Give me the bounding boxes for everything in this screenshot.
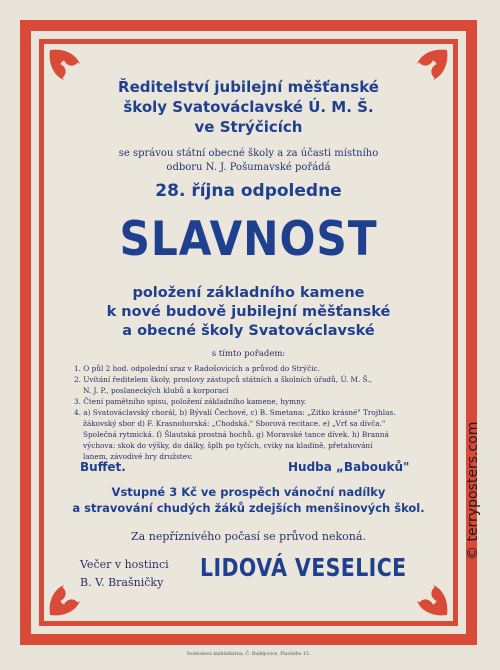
evening-venue-line-2: B. V. Brašničky xyxy=(80,576,164,589)
bad-weather-note: Za nepříznivého počasí se průvod nekoná. xyxy=(131,530,366,543)
buffet-label: Buffet. xyxy=(80,460,126,474)
event-date: 28. října odpoledne xyxy=(155,181,342,201)
main-title: SLAVNOST xyxy=(119,212,378,267)
organizer-line-2: odboru N. J. Pošumavské pořádá xyxy=(166,162,331,173)
watermark: © terryposters.com xyxy=(465,421,481,560)
party-title: LIDOVÁ VESELICE xyxy=(200,553,407,582)
program-item: 3. Čtení pamětního spisu, položení základního kamene, hymny. xyxy=(74,397,307,406)
purpose-line-2: k nové budově jubilejní měšťanské xyxy=(106,304,391,320)
program-list xyxy=(74,363,430,462)
program-item: Společná rytmická. f) Šlautská prostná hochů. g) Moravské tance dívek. h) Branná xyxy=(83,430,389,439)
program-item: výchova: skok do výšky, do dálky, šplh po tyčích, cviky na kladině, přetahování xyxy=(83,441,373,450)
program-item: 2. Uvítání ředitelem školy, proslovy zástupců státních a školních úřadů, Ú. M. Š., xyxy=(74,375,373,384)
header-line-1: Ředitelství jubilejní měšťanské xyxy=(118,78,379,96)
purpose-line-1: položení základního kamene xyxy=(132,285,365,301)
program-item: žákovský sbor d) F. Krasnohorská: „Chodská." Sborová recitace. e) „Vrť sa dívča." xyxy=(83,419,386,428)
admission-line-2: a stravování chudých žáků zdejších menšinových škol. xyxy=(72,501,425,515)
program-item: lanem, závodivé hry družstev. xyxy=(83,452,193,461)
program-intro: s tímto pořadem: xyxy=(211,349,286,359)
admission-line-1: Vstupné 3 Kč ve prospěch vánoční nadílky xyxy=(111,485,386,499)
purpose-line-3: a obecné školy Svatováclavské xyxy=(122,323,375,339)
program-item: N. J. P., poslaneckých klubů a korporací xyxy=(83,386,229,395)
header-line-2: školy Svatováclavské Ú. M. Š. xyxy=(123,98,374,116)
evening-venue-line-1: Večer v hostinci xyxy=(80,558,169,571)
program-item: 4. a) Svatováclavský chorál, b) Bývalí Čechové, c) B. Smetana: „Zitko krásné" Trojhlas. xyxy=(74,408,396,417)
printer-imprint: Svobodová knihtiskárna, Č. Budějovice, Plachého 15. xyxy=(186,652,311,657)
corner-ornament-bottom-right xyxy=(405,573,451,619)
organizer-line-1: se správou státní obecné školy a za účasti místního xyxy=(118,148,379,159)
music-label: Hudba „Babouků" xyxy=(288,460,410,474)
header-line-3: ve Strýčicích xyxy=(194,118,303,136)
program-item: 1. O půl 2 hod. odpolední sraz v Radošovicích a průvod do Strýčic. xyxy=(74,364,320,373)
